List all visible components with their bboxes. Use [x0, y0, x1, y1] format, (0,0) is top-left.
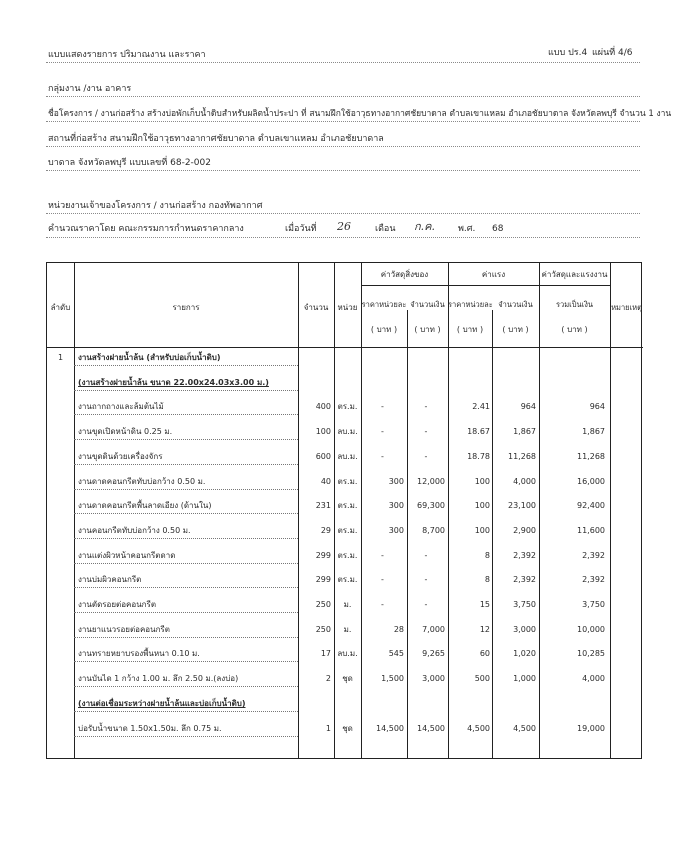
table-cell-item: งานขุดเปิดหน้าดิน 0.25 ม.	[78, 427, 173, 437]
table-cell-unit: ตร.ม.	[337, 525, 358, 535]
table-cell-qty: 40	[320, 476, 331, 486]
table-cell-lp: 15	[479, 600, 490, 609]
baht-unit: ( บาท )	[370, 325, 398, 334]
rule-1	[46, 62, 640, 63]
table-cell-qty: 29	[320, 525, 331, 535]
table-cell-item: บ่อรับน้ำขนาด 1.50x1.50ม. ลึก 0.75 ม.	[78, 723, 222, 733]
table-cell-la: 3,000	[513, 624, 536, 634]
table-cell-la: 2,392	[513, 550, 536, 560]
form-code: แบบ ปร.4	[548, 48, 588, 58]
table-cell-lp: 12	[479, 624, 490, 634]
table-cell-unit: ม.	[343, 624, 352, 634]
table-cell-ma: 12,000	[417, 476, 445, 486]
table-cell-total: 3,750	[582, 600, 605, 609]
table-cell-ma: -	[424, 550, 428, 560]
col-material-group: ค่าวัสดุสิ่งของ	[380, 270, 429, 279]
table-cell-no: 1	[57, 353, 64, 362]
table-cell-qty: 600	[315, 451, 331, 461]
row-separator	[74, 414, 298, 415]
table-cell-ma: 9,265	[422, 649, 445, 659]
table-cell-mp: -	[381, 451, 384, 461]
table-cell-qty: 250	[315, 624, 331, 634]
table-cell-la: 1,000	[513, 674, 536, 684]
table-cell-total: 2,392	[582, 550, 605, 560]
date-label: เมื่อวันที่	[285, 224, 317, 234]
table-cell-item: งานคอนกรีตทับบ่อกว้าง 0.50 ม.	[78, 525, 191, 535]
site-prefix: บาดาล	[48, 158, 76, 168]
table-cell-item: งานบันได 1 กว้าง 1.00 ม. ลึก 2.50 ม.(ลงบ่อ)	[78, 674, 239, 684]
table-cell-unit: ลบ.ม.	[337, 451, 358, 461]
table-cell-ma: -	[424, 600, 428, 609]
table-cell-lp: 100	[474, 476, 490, 486]
table-cell-la: 964	[520, 402, 536, 412]
table-cell-mp: -	[381, 600, 384, 609]
table-cell-mp: -	[381, 427, 384, 437]
table-cell-item: งานยาแนวรอยต่อคอนกรีต	[78, 624, 170, 634]
table-cell-lp: 100	[474, 501, 490, 511]
row-separator	[74, 711, 298, 712]
row-separator	[74, 563, 298, 564]
date-day: 26	[337, 220, 351, 233]
table-cell-qty: 231	[315, 501, 331, 511]
table-cell-qty: 250	[315, 600, 331, 609]
col-no: ลำดับ	[50, 303, 71, 312]
row-separator	[74, 365, 298, 366]
price-table	[46, 262, 642, 759]
table-cell-item: (งานสร้างฝายน้ำล้น ขนาด 22.00x24.03x3.00 ม.)	[78, 377, 269, 387]
table-cell-la: 2,392	[513, 575, 536, 585]
col-line	[610, 263, 611, 758]
row-separator	[74, 661, 298, 662]
table-cell-unit: ตร.ม.	[337, 575, 358, 585]
group-line: กลุ่มงาน /งาน อาคาร	[48, 84, 132, 94]
table-cell-ma: 3,000	[422, 674, 445, 684]
row-separator	[74, 612, 298, 613]
table-cell-total: 4,000	[582, 674, 605, 684]
site-line: สถานที่ก่อสร้าง สนามฝึกใช้อาวุธทางอากาศชัยบาดาล ตำบลเขาแหลม อำเภอชัยบาดาล	[48, 134, 384, 144]
row-separator	[74, 736, 298, 737]
table-cell-ma: -	[424, 451, 428, 461]
table-cell-total: 10,000	[577, 624, 605, 634]
table-cell-unit: ลบ.ม.	[337, 649, 358, 659]
table-cell-la: 1,020	[513, 649, 536, 659]
table-cell-qty: 100	[315, 427, 331, 437]
table-cell-total: 19,000	[577, 723, 605, 733]
form-title: แบบแสดงรายการ ปริมาณงาน และราคา	[48, 50, 206, 60]
table-cell-item: งานแต่งผิวหน้าคอนกรีตดาด	[78, 550, 176, 560]
rule-4	[46, 146, 640, 147]
header-bottom-line	[47, 347, 643, 348]
table-cell-unit: ตร.ม.	[337, 402, 358, 412]
table-cell-unit: ตร.ม.	[337, 476, 358, 486]
row-separator	[74, 439, 298, 440]
col-unit: หน่วย	[337, 303, 358, 312]
col-qty: จำนวน	[303, 303, 329, 312]
table-cell-la: 4,000	[513, 476, 536, 486]
row-separator	[74, 464, 298, 465]
table-cell-mp: 14,500	[376, 723, 404, 733]
table-cell-total: 2,392	[582, 575, 605, 585]
table-cell-item: งานสร้างฝายน้ำล้น (สำหรับบ่อเก็บน้ำดิบ)	[78, 353, 221, 362]
table-cell-unit: ชุด	[342, 674, 353, 684]
table-cell-ma: -	[424, 402, 428, 412]
table-cell-mp: -	[381, 575, 384, 585]
col-item: รายการ	[172, 303, 200, 312]
table-cell-la: 11,268	[508, 451, 536, 461]
row-separator	[74, 513, 298, 514]
row-separator	[74, 489, 298, 490]
table-cell-total: 1,867	[582, 427, 605, 437]
rule-2	[46, 96, 640, 97]
table-cell-la: 1,867	[513, 427, 536, 437]
table-cell-item: งานดาดคอนกรีตพื้นลาดเอียง (ด้านใน)	[78, 501, 212, 511]
table-cell-ma: 7,000	[422, 624, 445, 634]
table-cell-qty: 1	[325, 723, 331, 733]
year-label: พ.ศ.	[458, 224, 476, 234]
table-cell-lp: 4,500	[467, 723, 490, 733]
header-line	[361, 285, 610, 286]
table-cell-unit: ลบ.ม.	[337, 427, 358, 437]
col-labor-amount: จำนวนเงิน	[498, 300, 533, 309]
table-cell-total: 16,000	[577, 476, 605, 486]
table-cell-item: งานถากถางและล้มต้นไม้	[78, 402, 164, 412]
col-labor-unit-price: ราคาหน่วยละ	[448, 300, 493, 309]
row-separator	[74, 390, 298, 391]
table-cell-unit: ชุด	[342, 723, 353, 733]
agency-line: หน่วยงานเจ้าของโครงการ / งานก่อสร้าง กองทัพอากาศ	[48, 201, 263, 211]
table-cell-la: 3,750	[513, 600, 536, 609]
table-cell-mp: 300	[388, 525, 404, 535]
table-cell-mp: -	[381, 550, 384, 560]
table-cell-total: 11,600	[577, 525, 605, 535]
table-cell-total: 10,285	[577, 649, 605, 659]
table-cell-qty: 2	[325, 674, 331, 684]
table-cell-total: 964	[589, 402, 605, 412]
table-cell-lp: 100	[474, 525, 490, 535]
table-cell-item: งานบ่มผิวคอนกรีต	[78, 575, 142, 585]
row-separator	[74, 587, 298, 588]
table-cell-ma: 14,500	[417, 723, 445, 733]
rule-5	[46, 170, 640, 171]
table-cell-qty: 299	[315, 550, 331, 560]
col-total-amount: รวมเป็นเงิน	[556, 300, 593, 309]
baht-unit: ( บาท )	[414, 325, 441, 334]
rule-6	[46, 213, 640, 214]
table-cell-lp: 18.67	[467, 427, 490, 437]
table-cell-item: งานดาดคอนกรีตทับบ่อกว้าง 0.50 ม.	[78, 476, 206, 486]
table-cell-mp: 300	[388, 501, 404, 511]
table-cell-mp: 545	[388, 649, 404, 659]
col-remark: หมายเหตุ	[611, 303, 642, 312]
col-total-group: ค่าวัสดุและแรงงาน	[541, 270, 608, 279]
table-cell-item: งานตัดรอยต่อคอนกรีต	[78, 600, 157, 609]
table-cell-item: งานขุดดินด้วยเครื่องจักร	[78, 451, 163, 461]
table-cell-ma: -	[424, 427, 428, 437]
table-cell-la: 4,500	[513, 723, 536, 733]
table-cell-unit: ตร.ม.	[337, 550, 358, 560]
table-cell-lp: 8	[484, 575, 490, 585]
col-line	[74, 263, 75, 758]
baht-unit: ( บาท )	[561, 325, 588, 334]
table-cell-mp: 1,500	[381, 674, 404, 684]
table-cell-lp: 8	[484, 550, 490, 560]
table-cell-la: 2,900	[513, 525, 536, 535]
table-cell-ma: 8,700	[422, 525, 445, 535]
table-cell-mp: 28	[393, 624, 404, 634]
table-cell-unit: ตร.ม.	[337, 501, 358, 511]
table-cell-lp: 18.78	[467, 451, 490, 461]
row-separator	[74, 686, 298, 687]
table-cell-lp: 2.41	[472, 402, 490, 412]
col-material-amount: จำนวนเงิน	[410, 300, 445, 309]
month-value: ก.ค.	[414, 220, 436, 233]
table-cell-lp: 500	[474, 674, 490, 684]
baht-unit: ( บาท )	[502, 325, 529, 334]
rule-7	[46, 237, 640, 238]
row-separator	[74, 538, 298, 539]
site-line-2: จังหวัดลพบุรี แบบเลขที่ 68-2-002	[78, 158, 211, 168]
table-cell-mp: 300	[388, 476, 404, 486]
col-material-unit-price: ราคาหน่วยละ	[361, 300, 407, 309]
baht-unit: ( บาท )	[456, 325, 484, 334]
calc-by: คำนวณราคาโดย คณะกรรมการกำหนดราคากลาง	[48, 224, 244, 234]
table-cell-total: 92,400	[577, 501, 605, 511]
col-labor-group: ค่าแรง	[481, 270, 506, 279]
table-cell-lp: 60	[479, 649, 490, 659]
table-cell-item: งานทรายหยาบรองพื้นหนา 0.10 ม.	[78, 649, 200, 659]
rule-3	[46, 121, 640, 122]
table-cell-ma: -	[424, 575, 428, 585]
year-value: 68	[492, 224, 504, 234]
table-cell-total: 11,268	[577, 451, 605, 461]
table-cell-qty: 400	[315, 402, 331, 412]
month-label: เดือน	[375, 224, 396, 234]
project-line: ชื่อโครงการ / งานก่อสร้าง สร้างบ่อพักเก็บน้ำดิบสำหรับผลิตน้ำประปา ที่ สนามฝึกใช้อาวุธทางอากาศชัยบาดาล ตำบลเขาแหลม อำเภอชัยบาดาล จังหวัดลพบุรี จำนวน 1 งาน	[48, 109, 672, 119]
row-separator	[74, 637, 298, 638]
table-cell-unit: ม.	[343, 600, 352, 609]
table-cell-item: (งานต่อเชื่อมระหว่างฝายน้ำล้นและบ่อเก็บน้ำดิบ)	[78, 698, 246, 708]
table-cell-qty: 299	[315, 575, 331, 585]
table-cell-mp: -	[381, 402, 384, 412]
table-cell-ma: 69,300	[417, 501, 445, 511]
sheet-number: แผ่นที่ 4/6	[592, 48, 633, 58]
table-cell-la: 23,100	[508, 501, 536, 511]
table-cell-qty: 17	[320, 649, 331, 659]
